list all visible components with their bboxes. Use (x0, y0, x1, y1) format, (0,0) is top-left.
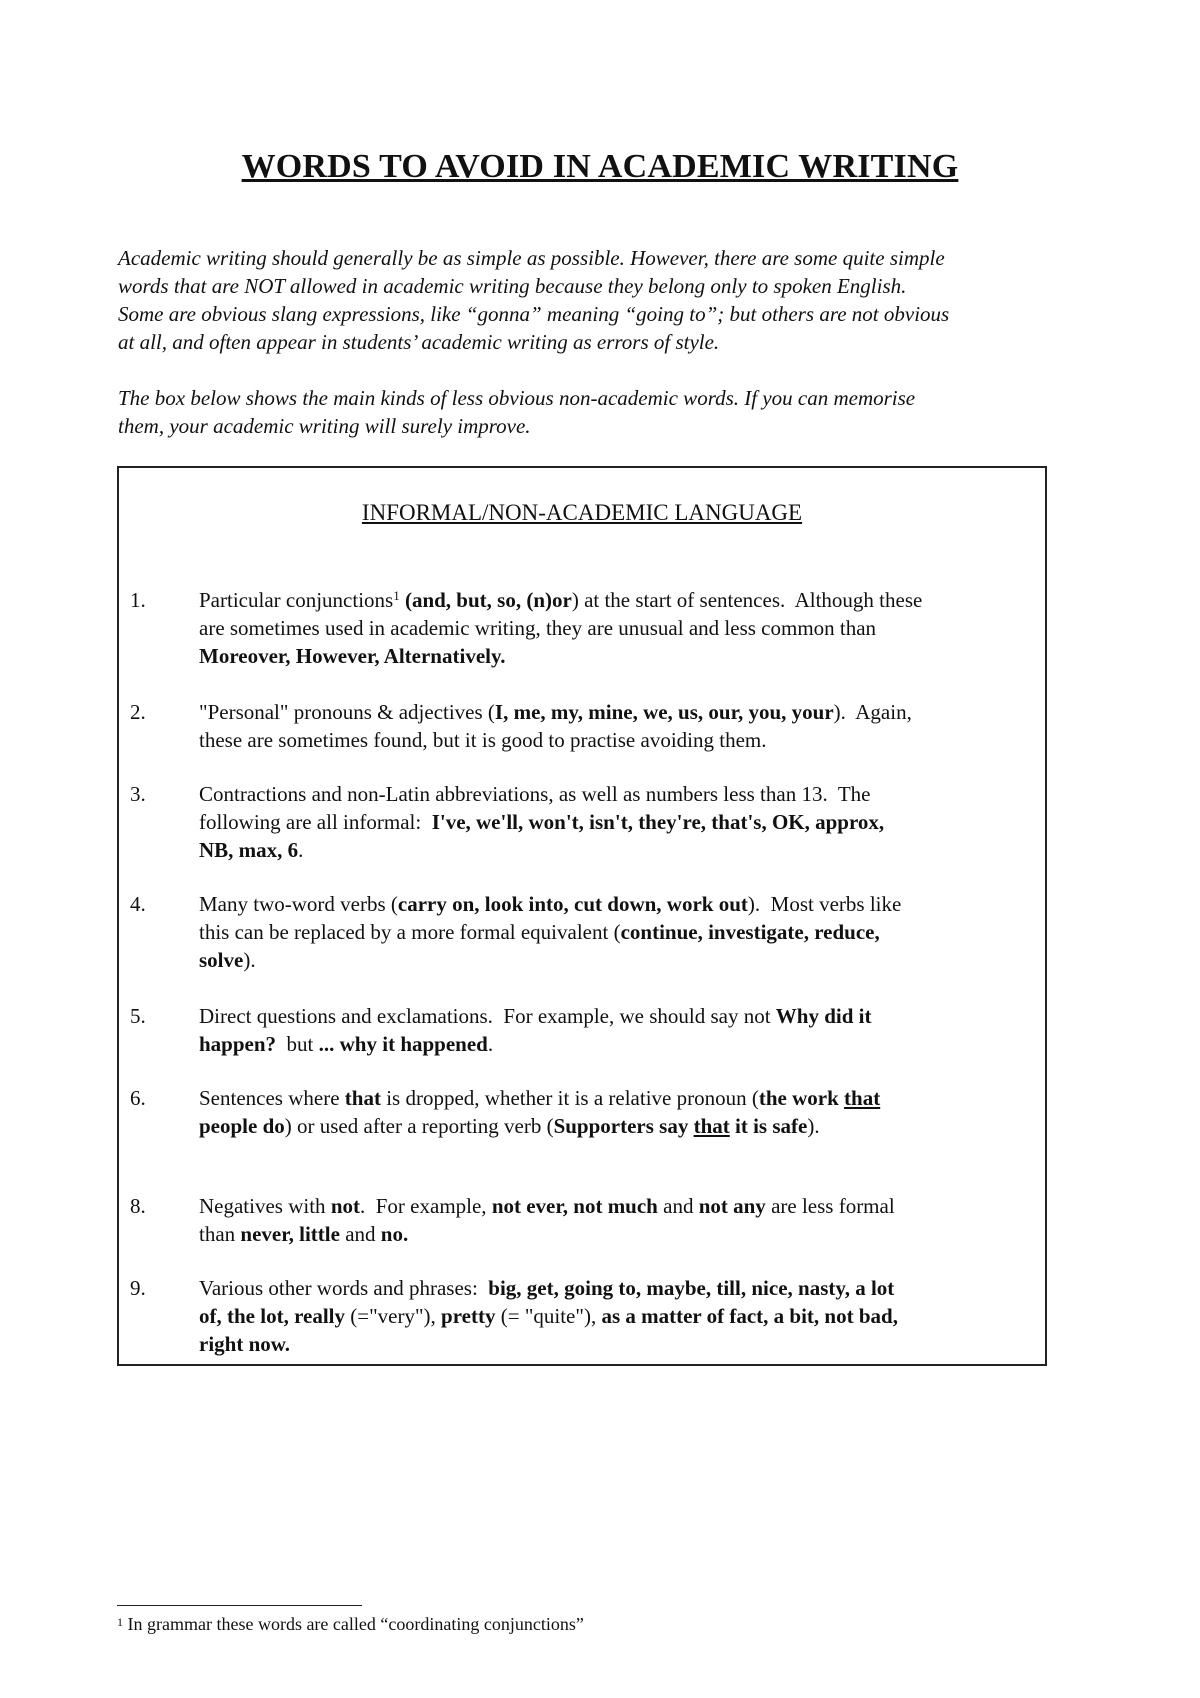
plain-text: Many two-word verbs ( (199, 892, 398, 916)
intro-line: The box below shows the main kinds of less obvious non-academic words. If you can memorise (118, 386, 916, 410)
item-number: 6. (130, 1086, 146, 1110)
plain-text: (="very"), (345, 1304, 442, 1328)
emphasis-text: I, me, my, mine, we, us, our, you, your (494, 700, 834, 724)
item-text (199, 890, 1034, 974)
emphasis-text: Supporters say (553, 1114, 694, 1138)
item-line (199, 614, 1034, 642)
plain-text: ) at the start of sentences. Although these (571, 588, 923, 612)
plain-text: this can be replaced by a more formal equivalent ( (199, 920, 621, 944)
item-line (199, 890, 1034, 918)
item-text (199, 1084, 1034, 1140)
emphasis-text: people do (199, 1114, 285, 1138)
plain-text: are sometimes used in academic writing, they are unusual and less common than (199, 616, 877, 640)
item-line (199, 586, 1034, 614)
footnote-reference: 1 (393, 588, 400, 603)
plain-text: ) or used after a reporting verb ( (284, 1114, 554, 1138)
emphasis-text: that (693, 1114, 730, 1138)
plain-text: . (487, 1032, 494, 1056)
plain-text: ). Most verbs like (747, 892, 902, 916)
item-line (199, 1112, 1034, 1140)
item-number: 4. (130, 892, 146, 916)
plain-text: but (276, 1032, 319, 1056)
item-line (199, 1002, 1034, 1030)
plain-text: Sentences where (199, 1086, 345, 1110)
item-number: 1. (130, 588, 146, 612)
item-text (199, 780, 1034, 864)
item-line (199, 698, 1034, 726)
item-text (199, 1274, 1034, 1358)
emphasis-text: pretty (441, 1304, 496, 1328)
item-text (199, 698, 1034, 754)
footnote-divider (117, 1605, 362, 1606)
emphasis-text: not ever, not much (491, 1194, 658, 1218)
emphasis-text: Moreover, However, Alternatively. (199, 644, 506, 668)
footnote-text: In grammar these words are called “coordinating conjunctions” (127, 1614, 584, 1634)
emphasis-text: that (344, 1086, 381, 1110)
plain-text: Contractions and non-Latin abbreviations, as well as numbers less than 13. The (199, 782, 871, 806)
item-text (199, 1192, 1034, 1248)
plain-text: Direct questions and exclamations. For example, we should say not (199, 1004, 776, 1028)
item-text (199, 586, 1034, 670)
plain-text: than (199, 1222, 241, 1246)
item-line (199, 946, 1034, 974)
plain-text: ). (243, 948, 256, 972)
plain-text: "Personal" pronouns & adjectives ( (199, 700, 495, 724)
emphasis-text: not (330, 1194, 360, 1218)
emphasis-text: never, little (240, 1222, 340, 1246)
plain-text: Particular conjunctions (199, 588, 394, 612)
item-line (199, 808, 1034, 836)
item-line (199, 642, 1034, 670)
plain-text: . (298, 838, 304, 862)
emphasis-text: ... why it happened (318, 1032, 488, 1056)
emphasis-text: not any (698, 1194, 766, 1218)
item-line (199, 726, 1034, 754)
intro-paragraph-1 (118, 244, 1098, 356)
emphasis-text: as a matter of fact, a bit, not bad, (601, 1304, 898, 1328)
item-line (199, 1030, 1034, 1058)
emphasis-text: it is safe (729, 1114, 808, 1138)
item-text (199, 1002, 1034, 1058)
plain-text: and (657, 1194, 699, 1218)
emphasis-text: (and, but, so, (n)or (404, 588, 572, 612)
emphasis-text: right now. (199, 1332, 291, 1356)
emphasis-text: NB, max, 6 (199, 838, 299, 862)
item-number: 2. (130, 700, 146, 724)
plain-text: these are sometimes found, but it is good to practise avoiding them. (199, 728, 767, 752)
plain-text: . For example, (360, 1194, 492, 1218)
item-line (199, 780, 1034, 808)
item-number: 9. (130, 1276, 146, 1300)
plain-text: and (339, 1222, 381, 1246)
emphasis-text: I've, we'll, won't, isn't, they're, that's, OK, approx, (431, 810, 885, 834)
intro-line: words that are NOT allowed in academic writing because they belong only to spoken English. (118, 274, 907, 298)
item-line (199, 1302, 1034, 1330)
item-line (199, 1220, 1034, 1248)
plain-text: ). Again, (833, 700, 912, 724)
page-title: WORDS TO AVOID IN ACADEMIC WRITING (241, 148, 959, 185)
plain-text: are less formal (765, 1194, 895, 1218)
plain-text: following are all informal: (199, 810, 432, 834)
box-title: INFORMAL/NON-ACADEMIC LANGUAGE (361, 500, 803, 525)
emphasis-text: of, the lot, really (199, 1304, 345, 1328)
informal-language-box (117, 466, 1047, 1366)
emphasis-text: happen? (199, 1032, 277, 1056)
emphasis-text: big, get, going to, maybe, till, nice, nasty, a lot (488, 1276, 895, 1300)
emphasis-text: continue, investigate, reduce, (620, 920, 880, 944)
intro-line: Some are obvious slang expressions, like “gonna” meaning “going to”; but others are not obvious (118, 302, 950, 326)
item-line (199, 836, 1034, 864)
intro-paragraph-2 (118, 384, 1098, 440)
item-line (199, 918, 1034, 946)
intro-line: them, your academic writing will surely improve. (118, 414, 531, 438)
footnote (117, 1612, 584, 1636)
plain-text: Various other words and phrases: (199, 1276, 489, 1300)
plain-text: (= "quite"), (495, 1304, 602, 1328)
item-line (199, 1192, 1034, 1220)
plain-text: ). (807, 1114, 820, 1138)
item-line (199, 1330, 1034, 1358)
item-number: 3. (130, 782, 146, 806)
plain-text: is dropped, whether it is a relative pronoun ( (380, 1086, 759, 1110)
intro-line: Academic writing should generally be as simple as possible. However, there are some quite simple (118, 246, 945, 270)
item-number: 8. (130, 1194, 146, 1218)
emphasis-text: no. (380, 1222, 409, 1246)
plain-text: Negatives with (199, 1194, 331, 1218)
intro-line: at all, and often appear in students’ academic writing as errors of style. (118, 330, 720, 354)
emphasis-text: carry on, look into, cut down, work out (397, 892, 748, 916)
emphasis-text: the work (758, 1086, 845, 1110)
footnote-marker: 1 (117, 1615, 123, 1629)
item-number: 5. (130, 1004, 146, 1028)
item-line (199, 1084, 1034, 1112)
item-line (199, 1274, 1034, 1302)
emphasis-text: Why did it (775, 1004, 872, 1028)
emphasis-text: that (844, 1086, 881, 1110)
emphasis-text: solve (199, 948, 244, 972)
